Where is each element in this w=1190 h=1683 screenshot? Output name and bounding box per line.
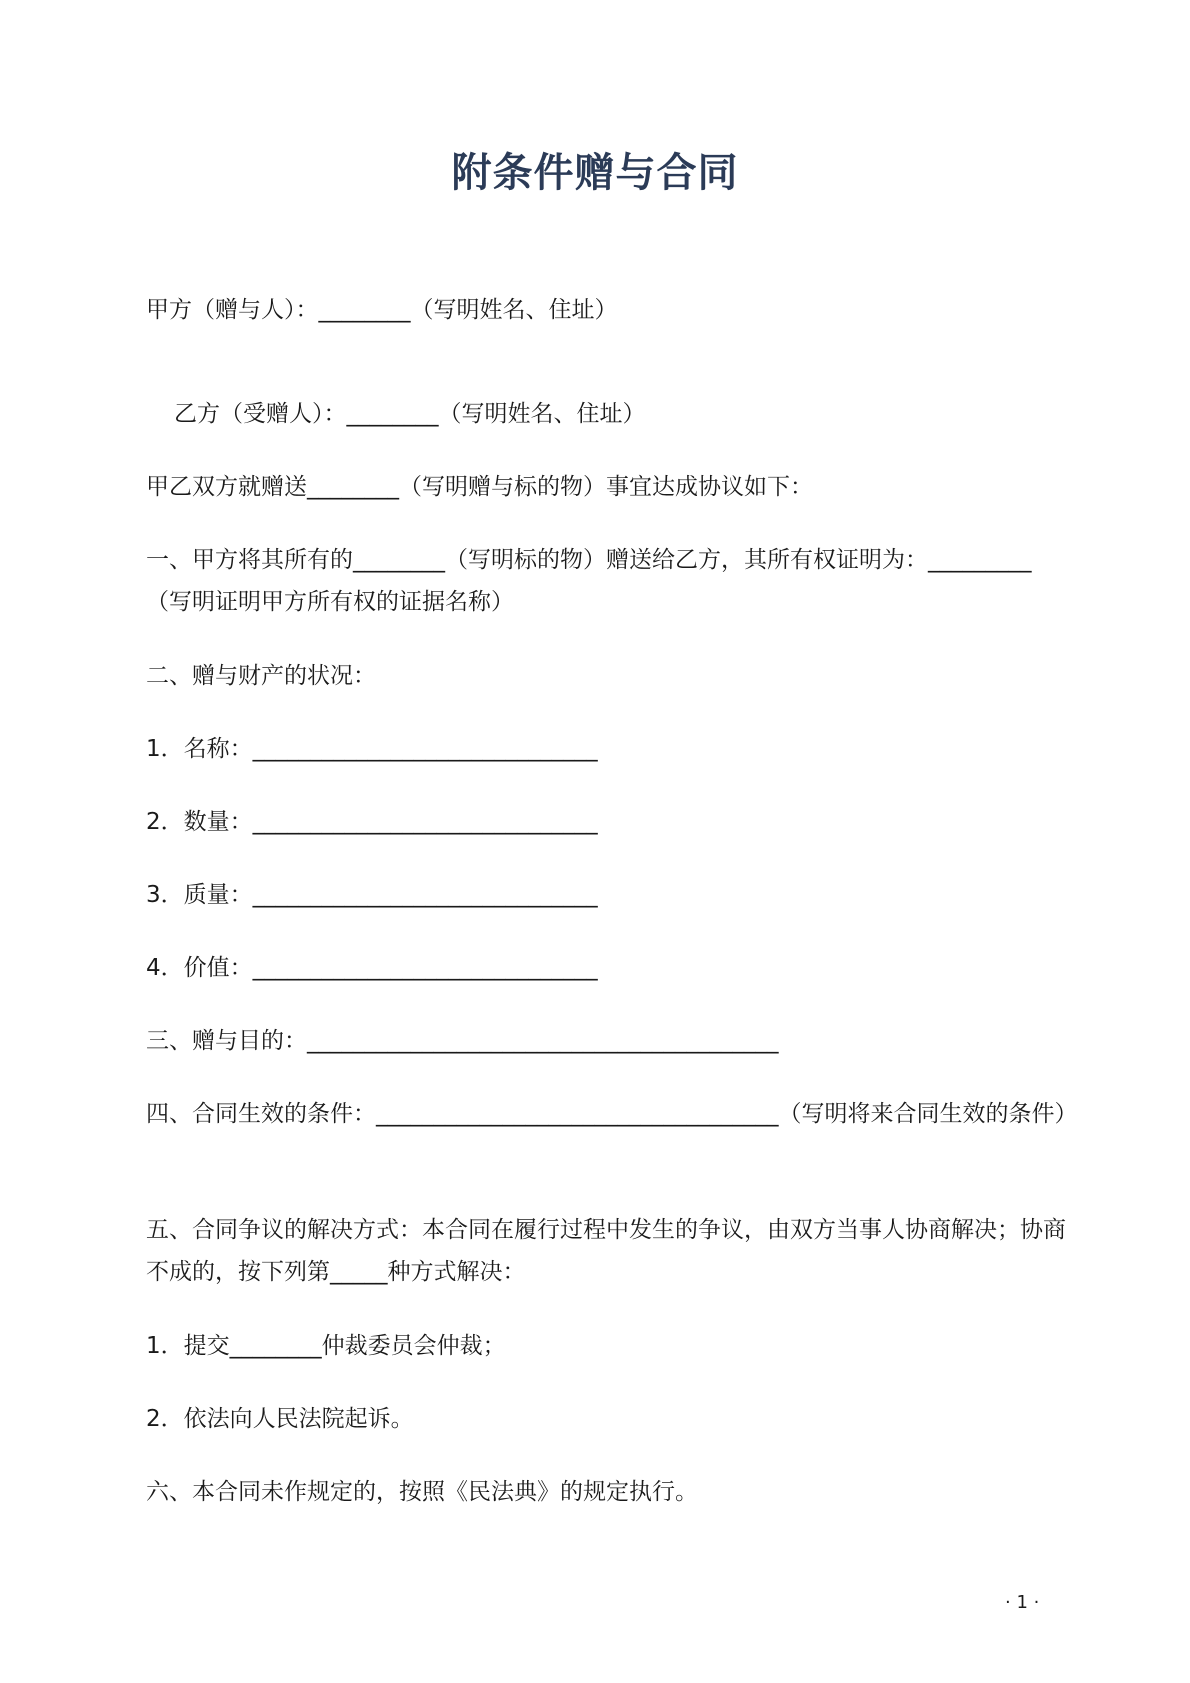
property-name-field: 1．名称：______________________________: [146, 736, 598, 762]
clause-2-heading: 二、赠与财产的状况：: [146, 663, 376, 689]
dispute-option-court: 2．依法向人民法院起诉。: [146, 1406, 414, 1432]
property-value-field: 4．价值：______________________________: [146, 955, 598, 981]
page-number: · 1 ·: [1005, 1592, 1040, 1613]
agreement-intro: 甲乙双方就赠送________（写明赠与标的物）事宜达成协议如下：: [146, 474, 813, 500]
document-title: 附条件赠与合同: [451, 150, 739, 196]
clause-4: 四、合同生效的条件：___________________________________（写明将来合同生效的条件）: [146, 1101, 1078, 1127]
property-quality-field: 3．质量：______________________________: [146, 882, 598, 908]
clause-3: 三、赠与目的：_________________________________________: [146, 1028, 779, 1054]
clause-1: 一、甲方将其所有的________（写明标的物）赠送给乙方，其所有权证明为：_________（写明证明甲方所有权的证据名称）: [146, 547, 1032, 615]
party-b-line: 乙方（受赠人）：________（写明姓名、住址）: [174, 401, 646, 427]
party-a-line: 甲方（赠与人）：________（写明姓名、住址）: [146, 297, 618, 323]
clause-6: 六、本合同未作规定的，按照《民法典》的规定执行。: [146, 1479, 698, 1505]
clause-5: 五、合同争议的解决方式：本合同在履行过程中发生的争议，由双方当事人协商解决；协商不成的，按下列第_____种方式解决：: [146, 1217, 1066, 1285]
dispute-option-arbitration: 1．提交________仲裁委员会仲裁；: [146, 1333, 506, 1359]
property-quantity-field: 2．数量：______________________________: [146, 809, 598, 835]
